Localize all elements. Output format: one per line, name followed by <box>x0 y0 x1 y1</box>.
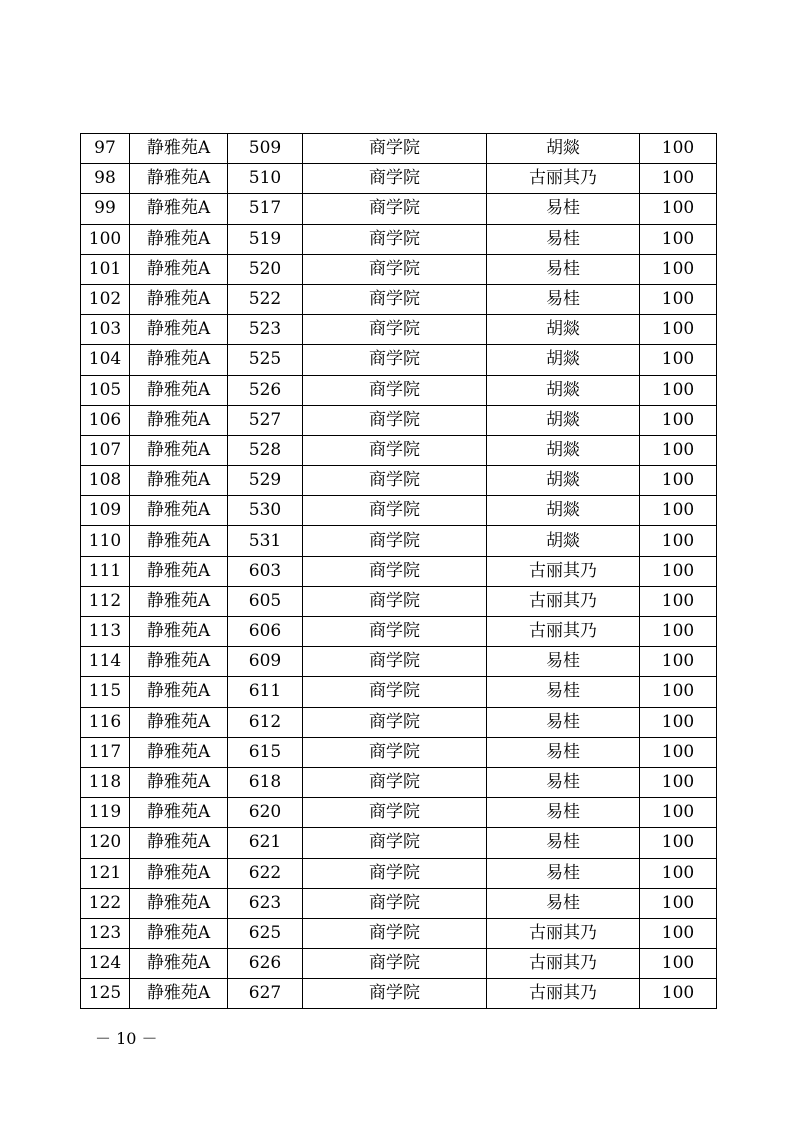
building-cell: 静雅苑A <box>130 858 228 888</box>
room-cell: 606 <box>228 617 303 647</box>
building-cell: 静雅苑A <box>130 828 228 858</box>
row-index-cell: 97 <box>81 134 130 164</box>
college-cell: 商学院 <box>303 254 487 284</box>
row-index-cell: 118 <box>81 767 130 797</box>
row-index-cell: 111 <box>81 556 130 586</box>
table-row <box>81 496 717 526</box>
row-index-cell: 100 <box>81 224 130 254</box>
room-cell: 622 <box>228 858 303 888</box>
counselor-cell: 胡燚 <box>487 375 640 405</box>
counselor-cell: 胡燚 <box>487 466 640 496</box>
college-cell: 商学院 <box>303 466 487 496</box>
row-index-cell: 120 <box>81 828 130 858</box>
table-row <box>81 194 717 224</box>
college-cell: 商学院 <box>303 134 487 164</box>
building-cell: 静雅苑A <box>130 556 228 586</box>
room-cell: 517 <box>228 194 303 224</box>
college-cell: 商学院 <box>303 949 487 979</box>
table-row <box>81 707 717 737</box>
table-row <box>81 224 717 254</box>
score-cell: 100 <box>640 375 717 405</box>
room-cell: 520 <box>228 254 303 284</box>
table-row <box>81 949 717 979</box>
row-index-cell: 121 <box>81 858 130 888</box>
counselor-cell: 古丽其乃 <box>487 617 640 647</box>
room-cell: 623 <box>228 888 303 918</box>
page-number: － 10 － <box>95 1029 158 1048</box>
room-cell: 523 <box>228 315 303 345</box>
score-cell: 100 <box>640 767 717 797</box>
counselor-cell: 易桂 <box>487 798 640 828</box>
table-row <box>81 435 717 465</box>
document-table <box>80 133 717 1009</box>
building-cell: 静雅苑A <box>130 254 228 284</box>
counselor-cell: 易桂 <box>487 254 640 284</box>
score-cell: 100 <box>640 284 717 314</box>
room-cell: 530 <box>228 496 303 526</box>
college-cell: 商学院 <box>303 888 487 918</box>
row-index-cell: 114 <box>81 647 130 677</box>
counselor-cell: 易桂 <box>487 737 640 767</box>
room-cell: 529 <box>228 466 303 496</box>
college-cell: 商学院 <box>303 375 487 405</box>
room-cell: 626 <box>228 949 303 979</box>
score-cell: 100 <box>640 707 717 737</box>
score-cell: 100 <box>640 647 717 677</box>
counselor-cell: 古丽其乃 <box>487 918 640 948</box>
row-index-cell: 117 <box>81 737 130 767</box>
table-row <box>81 586 717 616</box>
row-index-cell: 105 <box>81 375 130 405</box>
building-cell: 静雅苑A <box>130 617 228 647</box>
counselor-cell: 易桂 <box>487 888 640 918</box>
room-cell: 509 <box>228 134 303 164</box>
building-cell: 静雅苑A <box>130 918 228 948</box>
building-cell: 静雅苑A <box>130 526 228 556</box>
building-cell: 静雅苑A <box>130 496 228 526</box>
building-cell: 静雅苑A <box>130 586 228 616</box>
counselor-cell: 古丽其乃 <box>487 164 640 194</box>
counselor-cell: 易桂 <box>487 828 640 858</box>
building-cell: 静雅苑A <box>130 405 228 435</box>
table-row <box>81 526 717 556</box>
room-cell: 528 <box>228 435 303 465</box>
table-row <box>81 737 717 767</box>
building-cell: 静雅苑A <box>130 888 228 918</box>
score-cell: 100 <box>640 164 717 194</box>
college-cell: 商学院 <box>303 224 487 254</box>
room-cell: 531 <box>228 526 303 556</box>
row-index-cell: 119 <box>81 798 130 828</box>
row-index-cell: 122 <box>81 888 130 918</box>
counselor-cell: 古丽其乃 <box>487 556 640 586</box>
score-cell: 100 <box>640 798 717 828</box>
table-row <box>81 828 717 858</box>
college-cell: 商学院 <box>303 164 487 194</box>
building-cell: 静雅苑A <box>130 647 228 677</box>
room-cell: 522 <box>228 284 303 314</box>
table-row <box>81 134 717 164</box>
building-cell: 静雅苑A <box>130 466 228 496</box>
row-index-cell: 124 <box>81 949 130 979</box>
table-row <box>81 617 717 647</box>
room-cell: 609 <box>228 647 303 677</box>
row-index-cell: 107 <box>81 435 130 465</box>
score-cell: 100 <box>640 828 717 858</box>
counselor-cell: 易桂 <box>487 284 640 314</box>
building-cell: 静雅苑A <box>130 737 228 767</box>
college-cell: 商学院 <box>303 315 487 345</box>
college-cell: 商学院 <box>303 858 487 888</box>
college-cell: 商学院 <box>303 526 487 556</box>
room-cell: 510 <box>228 164 303 194</box>
score-cell: 100 <box>640 345 717 375</box>
counselor-cell: 古丽其乃 <box>487 586 640 616</box>
row-index-cell: 98 <box>81 164 130 194</box>
score-cell: 100 <box>640 134 717 164</box>
score-cell: 100 <box>640 526 717 556</box>
row-index-cell: 103 <box>81 315 130 345</box>
counselor-cell: 易桂 <box>487 647 640 677</box>
building-cell: 静雅苑A <box>130 707 228 737</box>
room-cell: 627 <box>228 979 303 1009</box>
table-row <box>81 918 717 948</box>
row-index-cell: 113 <box>81 617 130 647</box>
room-cell: 605 <box>228 586 303 616</box>
score-cell: 100 <box>640 737 717 767</box>
table-row <box>81 405 717 435</box>
college-cell: 商学院 <box>303 677 487 707</box>
counselor-cell: 易桂 <box>487 858 640 888</box>
counselor-cell: 易桂 <box>487 224 640 254</box>
score-cell: 100 <box>640 586 717 616</box>
row-index-cell: 115 <box>81 677 130 707</box>
college-cell: 商学院 <box>303 767 487 797</box>
counselor-cell: 胡燚 <box>487 526 640 556</box>
building-cell: 静雅苑A <box>130 345 228 375</box>
table-row <box>81 254 717 284</box>
counselor-cell: 古丽其乃 <box>487 949 640 979</box>
counselor-cell: 易桂 <box>487 707 640 737</box>
college-cell: 商学院 <box>303 798 487 828</box>
college-cell: 商学院 <box>303 647 487 677</box>
row-index-cell: 102 <box>81 284 130 314</box>
building-cell: 静雅苑A <box>130 979 228 1009</box>
counselor-cell: 易桂 <box>487 194 640 224</box>
college-cell: 商学院 <box>303 586 487 616</box>
counselor-cell: 易桂 <box>487 767 640 797</box>
room-cell: 618 <box>228 767 303 797</box>
counselor-cell: 胡燚 <box>487 345 640 375</box>
table-row <box>81 888 717 918</box>
room-cell: 625 <box>228 918 303 948</box>
score-cell: 100 <box>640 949 717 979</box>
row-index-cell: 106 <box>81 405 130 435</box>
building-cell: 静雅苑A <box>130 224 228 254</box>
room-cell: 603 <box>228 556 303 586</box>
college-cell: 商学院 <box>303 405 487 435</box>
room-cell: 519 <box>228 224 303 254</box>
room-cell: 525 <box>228 345 303 375</box>
row-index-cell: 101 <box>81 254 130 284</box>
college-cell: 商学院 <box>303 617 487 647</box>
counselor-cell: 胡燚 <box>487 435 640 465</box>
score-cell: 100 <box>640 224 717 254</box>
table-row <box>81 375 717 405</box>
room-cell: 612 <box>228 707 303 737</box>
building-cell: 静雅苑A <box>130 375 228 405</box>
counselor-cell: 古丽其乃 <box>487 979 640 1009</box>
table-row <box>81 798 717 828</box>
college-cell: 商学院 <box>303 194 487 224</box>
table-row <box>81 164 717 194</box>
building-cell: 静雅苑A <box>130 315 228 345</box>
score-cell: 100 <box>640 466 717 496</box>
row-index-cell: 109 <box>81 496 130 526</box>
row-index-cell: 123 <box>81 918 130 948</box>
score-cell: 100 <box>640 194 717 224</box>
college-cell: 商学院 <box>303 707 487 737</box>
building-cell: 静雅苑A <box>130 164 228 194</box>
score-cell: 100 <box>640 405 717 435</box>
table-row <box>81 284 717 314</box>
building-cell: 静雅苑A <box>130 798 228 828</box>
college-cell: 商学院 <box>303 284 487 314</box>
table-row <box>81 647 717 677</box>
counselor-cell: 胡燚 <box>487 134 640 164</box>
college-cell: 商学院 <box>303 435 487 465</box>
row-index-cell: 104 <box>81 345 130 375</box>
college-cell: 商学院 <box>303 737 487 767</box>
college-cell: 商学院 <box>303 918 487 948</box>
college-cell: 商学院 <box>303 979 487 1009</box>
score-cell: 100 <box>640 556 717 586</box>
counselor-cell: 胡燚 <box>487 496 640 526</box>
score-cell: 100 <box>640 918 717 948</box>
college-cell: 商学院 <box>303 556 487 586</box>
building-cell: 静雅苑A <box>130 435 228 465</box>
table-row <box>81 345 717 375</box>
room-cell: 527 <box>228 405 303 435</box>
row-index-cell: 99 <box>81 194 130 224</box>
building-cell: 静雅苑A <box>130 194 228 224</box>
table-row <box>81 979 717 1009</box>
table-row <box>81 858 717 888</box>
score-cell: 100 <box>640 979 717 1009</box>
score-cell: 100 <box>640 315 717 345</box>
counselor-cell: 胡燚 <box>487 315 640 345</box>
row-index-cell: 112 <box>81 586 130 616</box>
room-cell: 615 <box>228 737 303 767</box>
room-cell: 526 <box>228 375 303 405</box>
row-index-cell: 108 <box>81 466 130 496</box>
score-cell: 100 <box>640 617 717 647</box>
table-row <box>81 315 717 345</box>
room-cell: 621 <box>228 828 303 858</box>
table-row <box>81 767 717 797</box>
counselor-cell: 易桂 <box>487 677 640 707</box>
table-body <box>81 134 717 1009</box>
score-cell: 100 <box>640 254 717 284</box>
score-cell: 100 <box>640 677 717 707</box>
building-cell: 静雅苑A <box>130 949 228 979</box>
table-row <box>81 556 717 586</box>
room-cell: 620 <box>228 798 303 828</box>
score-cell: 100 <box>640 496 717 526</box>
building-cell: 静雅苑A <box>130 134 228 164</box>
counselor-cell: 胡燚 <box>487 405 640 435</box>
row-index-cell: 116 <box>81 707 130 737</box>
table-row <box>81 466 717 496</box>
score-cell: 100 <box>640 858 717 888</box>
college-cell: 商学院 <box>303 345 487 375</box>
room-cell: 611 <box>228 677 303 707</box>
row-index-cell: 110 <box>81 526 130 556</box>
score-cell: 100 <box>640 888 717 918</box>
building-cell: 静雅苑A <box>130 677 228 707</box>
college-cell: 商学院 <box>303 828 487 858</box>
table-row <box>81 677 717 707</box>
building-cell: 静雅苑A <box>130 284 228 314</box>
building-cell: 静雅苑A <box>130 767 228 797</box>
score-cell: 100 <box>640 435 717 465</box>
college-cell: 商学院 <box>303 496 487 526</box>
row-index-cell: 125 <box>81 979 130 1009</box>
